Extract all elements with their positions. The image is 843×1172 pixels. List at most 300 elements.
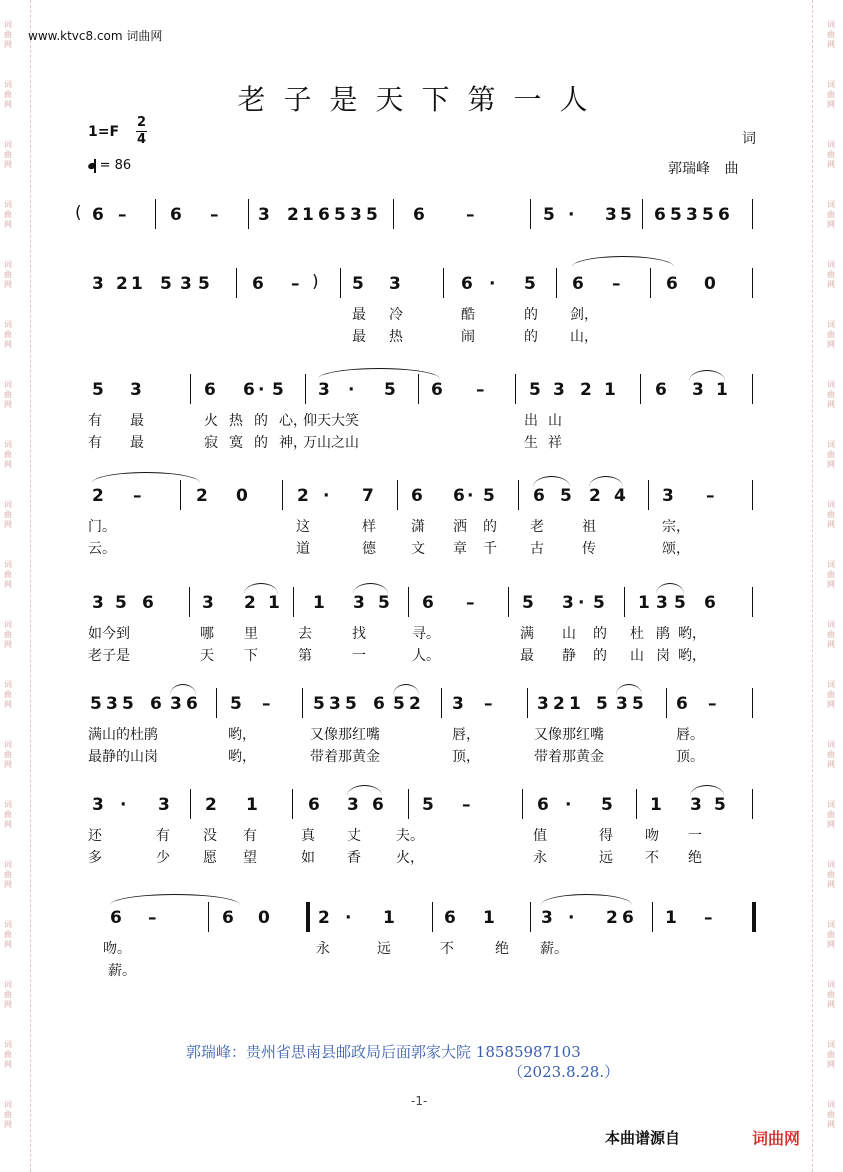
note: 1 [604,380,616,400]
watermark-text: 词 曲 网 [827,980,835,1009]
note: 3 [452,694,464,714]
barline [443,268,444,298]
note: 6 [572,274,584,294]
lyric-syllable: 带着那黄金 [310,749,380,765]
lyric-syllable: 一 [352,648,366,664]
note: 3 [537,694,549,714]
barline [624,587,625,617]
note: 3 [92,593,104,613]
note: 6 [243,380,255,400]
note: – [612,274,621,294]
lyric-syllable: 里 [244,626,258,642]
lyric-syllable: 多 [88,850,102,866]
lyric-syllable: 的 [593,648,607,664]
note: 2 [205,795,217,815]
note: 5 [393,694,405,714]
lyric-syllable: 最 [352,329,366,345]
note: 6 [431,380,443,400]
lyric-syllable: 望 [243,850,257,866]
lyric-syllable: 宗， [662,519,690,535]
lyric-syllable: 样 [362,519,376,535]
note: 3 [92,274,104,294]
lyric-syllable: 还 [88,828,102,844]
note: 1 [716,380,728,400]
note: – [262,694,271,714]
lyric-syllable: 老子是 [88,648,130,664]
lyric-syllable: 有 [88,413,102,429]
note: 6 [170,205,182,225]
note: 6 [150,694,162,714]
slur [170,684,196,695]
barline [441,688,442,718]
lyric-syllable: 的 [593,626,607,642]
tempo-value: = 86 [99,158,132,173]
barline [650,268,651,298]
note: 5 [524,274,536,294]
watermark-text: 词 曲 网 [827,680,835,709]
lyric-syllable: 最 [520,648,534,664]
watermark-text: 词 曲 网 [827,380,835,409]
barline [530,199,531,229]
note: 0 [258,908,270,928]
note: 4 [614,486,626,506]
watermark-text: 词 曲 网 [827,860,835,889]
note: 3 [553,380,565,400]
watermark-text: 词 曲 网 [827,80,835,109]
watermark-text: 词 曲 网 [827,440,835,469]
watermark-text: 词 曲 网 [4,980,12,1009]
note: 1 [246,795,258,815]
lyric-syllable: 寞 [229,435,243,451]
lyric-syllable: 如 [301,850,315,866]
lyric-syllable: 吻 [645,828,659,844]
note: 5 [674,593,686,613]
lyric-syllable: 洒 [453,519,467,535]
barline [189,587,190,617]
watermark-text: 词 曲 网 [4,620,12,649]
watermark-text: 词 曲 网 [4,440,12,469]
slur [572,256,674,267]
lyric-syllable: 香 [347,850,361,866]
slur [689,370,725,381]
note: 6 [655,380,667,400]
note: 5 [596,694,608,714]
lyric-syllable: 不 [645,850,659,866]
note: 5 [115,593,127,613]
barline [432,902,433,932]
note: · [323,486,330,506]
lyric-syllable: 下 [244,648,258,664]
watermark-text: 词 曲 网 [4,140,12,169]
note: 3 [202,593,214,613]
note: 3 [170,694,182,714]
note: 2 [580,380,592,400]
lyric-syllable: 最 [130,413,144,429]
note: 1 [268,593,280,613]
lyric-syllable: 静 [562,648,576,664]
note: 3 [541,908,553,928]
note: 6 [110,908,122,928]
note: · [565,795,572,815]
note: 6 [411,486,423,506]
barline [408,789,409,819]
lyric-syllable: 唇。 [676,727,704,743]
note: 3 [562,593,574,613]
author-address: 郭瑞峰：贵州省思南县邮政局后面郭家大院 18585987103 [186,1043,581,1061]
note: 2 [196,486,208,506]
lyric-syllable: 顶。 [676,749,704,765]
barline [190,789,191,819]
note: 3 [329,694,341,714]
note: – [708,694,717,714]
lyric-syllable: 去 [298,626,312,642]
lyric-syllable: 云。 [88,541,116,557]
lyric-syllable: 的 [254,413,268,429]
lyric-syllable: 祥 [548,435,562,451]
watermark-text: 词 曲 网 [4,20,12,49]
barline [293,587,294,617]
note: 0 [236,486,248,506]
note: 6 [373,694,385,714]
lyric-syllable: 祖 [582,519,596,535]
lyric-syllable: 文 [411,541,425,557]
watermark-text: 词 曲 网 [827,320,835,349]
note: 5 [483,486,495,506]
lyric-syllable: 唇， [452,727,480,743]
slur [393,684,419,695]
note: 6 [666,274,678,294]
note: 3 [350,205,362,225]
barline [642,199,643,229]
barline [556,268,557,298]
note: 6 [92,205,104,225]
slur [92,472,200,483]
note: 2 [287,205,299,225]
lyric-syllable: 热 [229,413,243,429]
page-number: -1- [411,1094,428,1108]
right-watermark-strip [812,0,827,1172]
lyric-syllable: 夫。 [396,828,424,844]
barline [530,902,531,932]
barline [155,199,156,229]
note: 3 [180,274,192,294]
barline [508,587,509,617]
lyric-syllable: 闹 [461,329,475,345]
note: · [568,205,575,225]
note: 1 [638,593,650,613]
barline [408,587,409,617]
lyric-syllable: 值 [533,828,547,844]
lyric-syllable: 的 [254,435,268,451]
lyric-syllable: 山 [548,413,562,429]
watermark-text: 词 曲 网 [827,1040,835,1069]
barline [216,688,217,718]
lyric-syllable: 有 [156,828,170,844]
lyric-syllable: 带着那黄金 [534,749,604,765]
barline [518,480,519,510]
lyric-syllable: 千 [483,541,497,557]
note: 5 [522,593,534,613]
lyric-syllable: 得 [599,828,613,844]
lyric-syllable: 酷 [461,307,475,323]
watermark-text: 词 曲 网 [4,200,12,229]
note: 6 [413,205,425,225]
note: 5 [593,593,605,613]
lyric-syllable: 神， [279,435,307,451]
lyric-syllable: 心， [279,413,307,429]
watermark-text: 词 曲 网 [827,920,835,949]
lyric-syllable: 冷 [389,307,403,323]
note: 5 [620,205,632,225]
note: 5 [422,795,434,815]
barline [752,688,753,718]
composer-credit: 郭瑞峰 曲 [668,161,739,177]
note: 6 [704,593,716,613]
lyric-syllable: 火， [396,850,424,866]
barline [305,374,306,404]
lyric-syllable: 最静的山岗 [88,749,158,765]
watermark-text: 词 曲 网 [827,740,835,769]
lyric-syllable: 满山的杜鹃 [88,727,158,743]
note: 6 [453,486,465,506]
left-watermark-strip [16,0,31,1172]
note: · [568,908,575,928]
lyric-syllable: 道 [296,541,310,557]
watermark-text: 词 曲 网 [827,1100,835,1129]
note: 5 [160,274,172,294]
barline [752,268,753,298]
barline [648,480,649,510]
lyric-syllable: 仰天大笑 [303,413,359,429]
note: 1 [569,694,581,714]
lyric-syllable: 哟， [228,727,256,743]
note: 3 [158,795,170,815]
note: – [476,380,485,400]
barline [752,480,753,510]
note: 2 [606,908,618,928]
lyric-syllable: 出 [524,413,538,429]
tempo-marking [88,158,131,173]
note: 2 [553,694,565,714]
note: 5 [272,380,284,400]
note: 6 [422,593,434,613]
final-barline [753,902,756,932]
lyric-syllable: 热 [389,329,403,345]
note: 6 [142,593,154,613]
note: – [133,486,142,506]
note: 6 [533,486,545,506]
lyric-syllable: 远 [377,941,391,957]
note: 3 [389,274,401,294]
slur [347,785,382,796]
watermark-text: 词 曲 网 [4,740,12,769]
barline [752,789,753,819]
slur [353,583,388,594]
lyric-syllable: 鹃 [656,626,670,642]
note: 3 [690,795,702,815]
watermark-text: 词 曲 网 [4,1040,12,1069]
note: 5 [122,694,134,714]
barline [236,268,237,298]
time-bottom: 4 [136,132,147,147]
lyric-syllable: 永 [316,941,330,957]
lyric-syllable: 真 [301,828,315,844]
lyricist-label: 词 [742,131,756,147]
lyric-syllable: 有 [243,828,257,844]
lyric-syllable: 少 [156,850,170,866]
lyric-syllable: 传 [582,541,596,557]
lyric-syllable: 万山之山 [303,435,359,451]
note: 6 [444,908,456,928]
note: 2 [409,694,421,714]
lyric-syllable: 这 [296,519,310,535]
lyric-syllable: 一 [688,828,702,844]
watermark-text: 词 曲 网 [4,680,12,709]
watermark-text: 词 曲 网 [827,560,835,589]
watermark-text: 词 曲 网 [4,500,12,529]
note: 5 [334,205,346,225]
note: – [484,694,493,714]
barline [397,480,398,510]
lyric-syllable: 丈 [347,828,361,844]
note: 5 [632,694,644,714]
barline [292,789,293,819]
watermark-text: 词 曲 网 [4,380,12,409]
lyric-syllable: 岗 [656,648,670,664]
note: 3 [692,380,704,400]
watermark-text: 词 曲 网 [827,620,835,649]
lyric-syllable: 不 [440,941,454,957]
slur [244,583,278,594]
note: 1 [483,908,495,928]
note: 2 [589,486,601,506]
note: 5 [90,694,102,714]
watermark-text: 词 曲 网 [827,200,835,229]
note: 6 [461,274,473,294]
time-top: 2 [136,115,147,130]
lyric-syllable: 找 [352,626,366,642]
barline [515,374,516,404]
bracket: ( [75,203,82,223]
site-url[interactable]: www.ktvc8.com 词曲网 [28,29,163,43]
watermark-text: 词 曲 网 [4,80,12,109]
lyric-syllable: 愿 [203,850,217,866]
note: 6 [372,795,384,815]
slur [318,368,440,379]
note: 5 [384,380,396,400]
lyric-syllable: 永 [533,850,547,866]
watermark-text: 词 曲 网 [4,800,12,829]
lyric-syllable: 薪。 [108,963,136,979]
barline [652,902,653,932]
note: 6 [537,795,549,815]
note: · [578,593,585,613]
lyric-syllable: 远 [599,850,613,866]
lyric-syllable: 最 [352,307,366,323]
lyric-syllable: 山 [630,648,644,664]
note: 1 [131,274,143,294]
note: 3 [616,694,628,714]
lyric-syllable: 哟， [228,749,256,765]
barline [180,480,181,510]
lyric-syllable: 有 [88,435,102,451]
source-label: 本曲谱源自 [605,1129,681,1147]
note: 3 [656,593,668,613]
note: · [467,486,474,506]
barline [527,688,528,718]
slur [541,894,632,905]
barline [282,480,283,510]
note: 3 [258,205,270,225]
note: 3 [662,486,674,506]
note: 6 [622,908,634,928]
barline [302,688,303,718]
note: 6 [222,908,234,928]
key-signature: 1=F [88,124,120,140]
watermark-text: 词 曲 网 [4,560,12,589]
lyric-syllable: 满 [520,626,534,642]
note: 6 [204,380,216,400]
lyric-syllable: 生 [524,435,538,451]
note: 5 [198,274,210,294]
source-brand-logo[interactable]: 词曲网 [752,1129,801,1148]
lyric-syllable: 第 [298,648,312,664]
note: 2 [318,908,330,928]
lyric-syllable: 哟， [678,626,706,642]
barline [666,688,667,718]
note: 7 [362,486,374,506]
note: 1 [313,593,325,613]
lyric-syllable: 杜 [630,626,644,642]
note: 5 [529,380,541,400]
slur [690,785,724,796]
note: 1 [665,908,677,928]
lyric-syllable: 哪 [200,626,214,642]
note: 3 [92,795,104,815]
lyric-syllable: 颂， [662,541,690,557]
barline [752,199,753,229]
compose-date: （2023.8.28.） [508,1063,620,1081]
note: · [489,274,496,294]
note: – [118,205,127,225]
lyric-syllable: 天 [200,648,214,664]
watermark-text: 词 曲 网 [4,260,12,289]
watermark-text: 词 曲 网 [827,20,835,49]
lyric-syllable: 如今到 [88,626,130,642]
note: 3 [106,694,118,714]
lyric-syllable: 最 [130,435,144,451]
watermark-text: 词 曲 网 [4,1100,12,1129]
slur [533,476,570,487]
note: – [210,205,219,225]
note: 6 [718,205,730,225]
note: 3 [605,205,617,225]
lyric-syllable: 又像那红嘴 [534,727,604,743]
note: 5 [352,274,364,294]
barline [190,374,191,404]
watermark-text: 词 曲 网 [4,860,12,889]
barline [393,199,394,229]
bracket: ) [312,272,319,292]
note: 3 [353,593,365,613]
lyric-syllable: 哟， [678,648,706,664]
note: 5 [601,795,613,815]
note: 5 [378,593,390,613]
lyric-syllable: 绝 [688,850,702,866]
note: 5 [366,205,378,225]
barline [752,587,753,617]
lyric-syllable: 薪。 [540,941,568,957]
